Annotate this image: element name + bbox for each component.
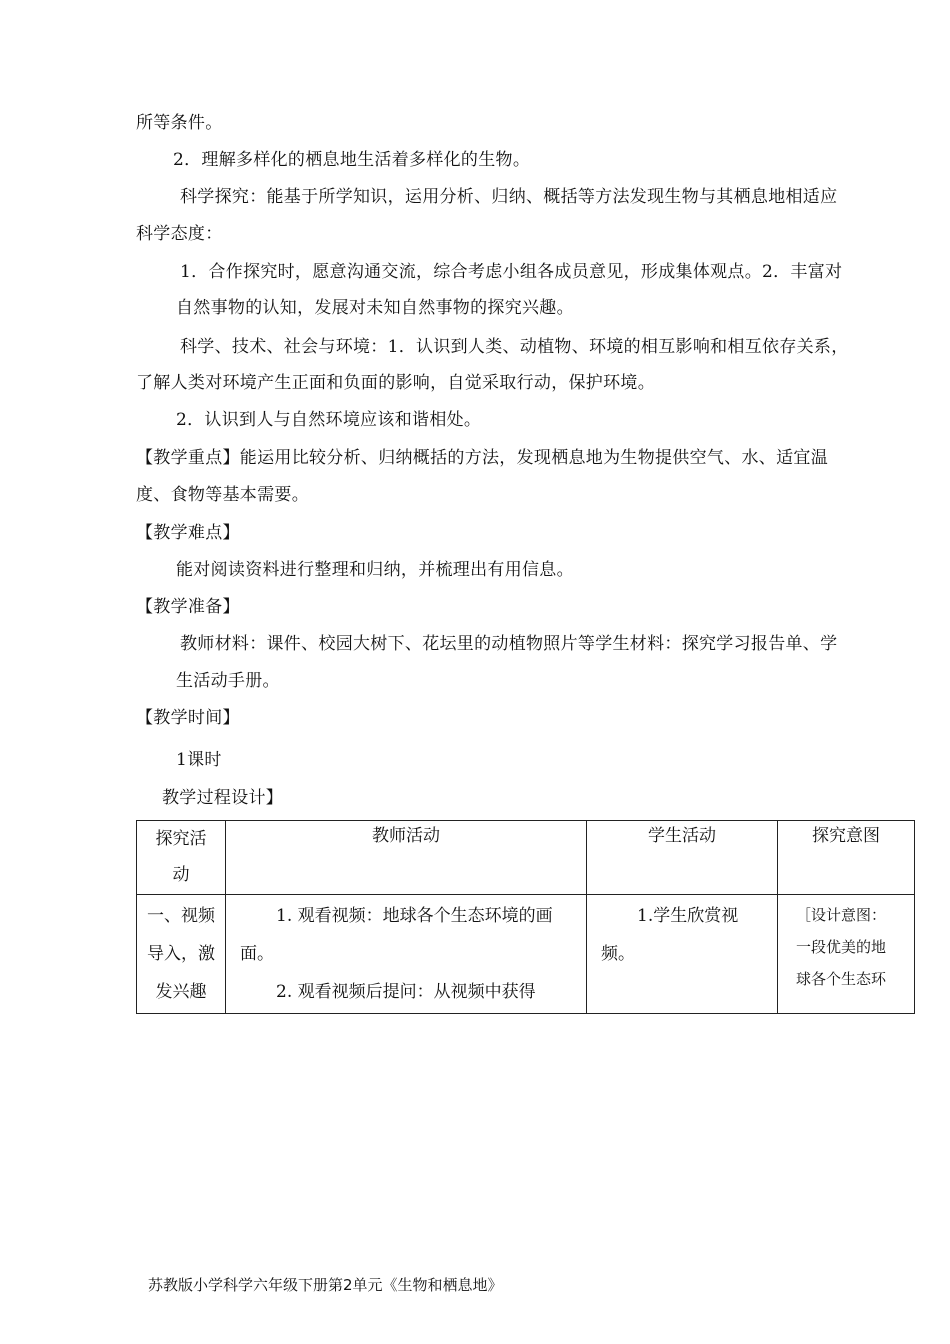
section-heading-difficulties: 【教学难点】 xyxy=(136,523,240,543)
paragraph-line: 1课时 xyxy=(176,750,222,770)
section-heading-time: 【教学时间】 xyxy=(136,708,240,728)
section-heading-preparation: 【教学准备】 xyxy=(136,597,240,617)
paragraph-line: 生活动手册。 xyxy=(176,671,280,691)
paragraph-line: 自然事物的认知，发展对未知自然事物的探究兴趣。 xyxy=(176,298,574,318)
cell-text-line: 导入，激 xyxy=(147,944,215,964)
cell-activity xyxy=(137,895,226,1014)
header-activity-line: 动 xyxy=(172,865,190,885)
table-row xyxy=(137,895,915,1014)
cell-text-line: ［设计意图： xyxy=(796,906,887,924)
paragraph-line: 度、食物等基本需要。 xyxy=(136,485,309,505)
paragraph-line: 2．认识到人与自然环境应该和谐相处。 xyxy=(176,410,482,430)
header-teacher: 教师活动 xyxy=(226,821,587,895)
header-student: 学生活动 xyxy=(587,821,778,895)
paragraph-line: 所等条件。 xyxy=(136,113,223,133)
cell-text-line: 一、视频 xyxy=(147,906,215,926)
cell-paragraph: 1.学生欣赏视频。 xyxy=(601,906,739,964)
paragraph-line: 了解人类对环境产生正面和负面的影响，自觉采取行动，保护环境。 xyxy=(136,373,655,393)
cell-paragraph: 2. 观看视频后提问：从视频中获得 xyxy=(276,982,536,1002)
section-heading-key-points: 【教学重点】能运用比较分析、归纳概括的方法，发现栖息地为生物提供空气、水、适宜温 xyxy=(136,448,828,468)
cell-paragraph: 1. 观看视频：地球各个生态环境的画面。 xyxy=(240,906,553,964)
paragraph-line: 1．合作探究时，愿意沟通交流，综合考虑小组各成员意见，形成集体观点。2．丰富对 xyxy=(180,262,843,282)
section-heading-process: 教学过程设计】 xyxy=(162,788,284,808)
header-intent: 探究意图 xyxy=(778,821,915,895)
paragraph-line: 科学态度： xyxy=(136,224,223,244)
cell-student xyxy=(587,895,778,1014)
process-design-table xyxy=(136,820,915,1014)
table-header-row xyxy=(137,821,915,895)
paragraph-line: 科学、技术、社会与环境：1．认识到人类、动植物、环境的相互影响和相互依存关系， xyxy=(180,337,849,357)
paragraph-line: 能对阅读资料进行整理和归纳，并梳理出有用信息。 xyxy=(176,560,574,580)
cell-text-line: 一段优美的地 xyxy=(796,938,887,956)
cell-text-line: 球各个生态环 xyxy=(796,970,887,988)
header-activity-line: 探究活 xyxy=(155,829,207,849)
header-activity xyxy=(137,821,226,895)
paragraph-line: 2．理解多样化的栖息地生活着多样化的生物。 xyxy=(173,150,531,170)
paragraph-line: 科学探究：能基于所学知识，运用分析、归纳、概括等方法发现生物与其栖息地相适应 xyxy=(180,187,838,207)
page-footer: 苏教版小学科学六年级下册第2单元《生物和栖息地》 xyxy=(148,1276,503,1294)
cell-teacher xyxy=(226,895,587,1014)
cell-intent xyxy=(778,895,915,1014)
cell-text-line: 发兴趣 xyxy=(155,982,207,1002)
paragraph-line: 教师材料：课件、校园大树下、花坛里的动植物照片等学生材料：探究学习报告单、学 xyxy=(180,634,838,654)
